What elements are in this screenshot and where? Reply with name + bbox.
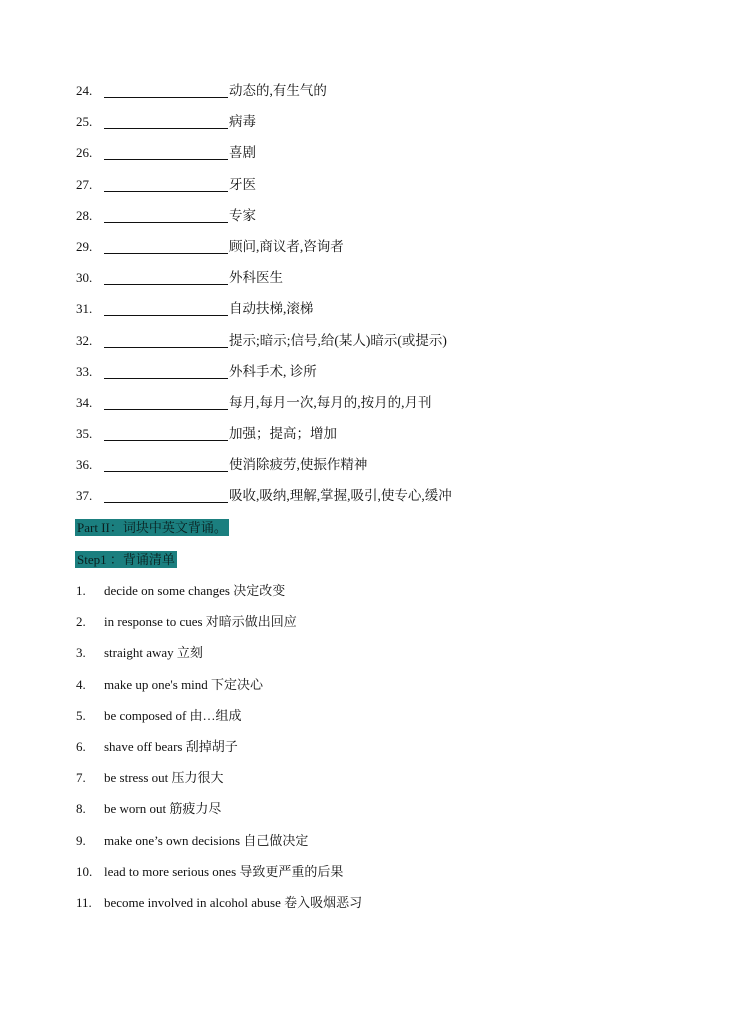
answer-blank <box>104 425 228 441</box>
vocab-item <box>76 425 452 456</box>
item-number: 3. <box>76 645 86 661</box>
phrase-item <box>76 832 362 863</box>
answer-blank <box>104 363 228 379</box>
answer-blank <box>104 456 228 472</box>
phrase-text: be composed of 由…组成 <box>104 707 242 723</box>
phrase-list <box>76 582 362 925</box>
phrase-text: straight away 立刻 <box>104 645 203 661</box>
item-number: 4. <box>76 676 86 692</box>
phrase-item <box>76 644 362 675</box>
answer-blank <box>104 394 228 410</box>
vocab-item <box>76 207 452 238</box>
phrase-item <box>76 613 362 644</box>
item-number: 25. <box>76 114 93 130</box>
item-number: 5. <box>76 707 86 723</box>
vocab-list <box>76 82 452 519</box>
item-number: 28. <box>76 207 93 223</box>
item-number: 8. <box>76 801 86 817</box>
phrase-text: decide on some changes 决定改变 <box>104 583 286 598</box>
item-number: 34. <box>76 394 93 410</box>
item-number: 32. <box>76 332 93 348</box>
phrase-item <box>76 863 362 894</box>
vocab-item <box>76 144 452 175</box>
item-meaning: 喜剧 <box>229 145 256 161</box>
phrase-item <box>76 676 362 707</box>
item-meaning: 顾问,商议者,咨询者 <box>229 238 344 254</box>
item-number: 33. <box>76 363 93 379</box>
answer-blank <box>104 207 228 223</box>
vocab-item <box>76 300 452 331</box>
phrase-text: shave off bears 刮掉胡子 <box>104 738 238 754</box>
vocab-item <box>76 113 452 144</box>
phrase-item <box>76 769 362 800</box>
item-number: 1. <box>76 583 86 598</box>
vocab-item <box>76 456 452 487</box>
phrase-item <box>76 800 362 831</box>
item-number: 7. <box>76 770 86 786</box>
answer-blank <box>104 82 228 98</box>
vocab-item <box>76 238 452 269</box>
vocab-item <box>76 176 452 207</box>
phrase-text: in response to cues 对暗示做出回应 <box>104 614 297 630</box>
item-number: 29. <box>76 238 93 254</box>
phrase-text: be worn out 筋疲力尽 <box>104 801 222 817</box>
item-number: 30. <box>76 270 93 286</box>
phrase-text: be stress out 压力很大 <box>104 770 224 786</box>
item-number: 27. <box>76 176 93 192</box>
item-meaning: 牙医 <box>229 176 256 192</box>
phrase-text: lead to more serious ones 导致更严重的后果 <box>104 863 344 879</box>
answer-blank <box>104 487 228 503</box>
item-meaning: 提示;暗示;信号,给(某人)暗示(或提示) <box>229 332 447 348</box>
item-number: 35. <box>76 426 93 442</box>
phrase-text: make up one's mind 下定决心 <box>104 676 264 692</box>
vocab-item <box>76 363 452 394</box>
answer-blank <box>104 113 228 129</box>
item-meaning: 专家 <box>229 207 256 223</box>
item-number: 37. <box>76 488 93 504</box>
vocab-item <box>76 269 452 300</box>
item-number: 24. <box>76 83 93 98</box>
item-number: 36. <box>76 457 93 473</box>
item-meaning: 外科手术, 诊所 <box>229 363 317 379</box>
item-number: 11. <box>76 894 92 910</box>
answer-blank <box>104 238 228 254</box>
answer-blank <box>104 144 228 160</box>
phrase-item <box>76 707 362 738</box>
vocab-item <box>76 332 452 363</box>
phrase-item <box>76 738 362 769</box>
phrase-item <box>76 894 362 925</box>
item-meaning: 动态的,有生气的 <box>229 83 327 98</box>
item-meaning: 每月,每月一次,每月的,按月的,月刊 <box>229 394 432 410</box>
item-meaning: 病毒 <box>229 114 256 130</box>
vocab-item <box>76 394 452 425</box>
answer-blank <box>104 269 228 285</box>
item-number: 2. <box>76 614 86 630</box>
item-number: 26. <box>76 145 93 161</box>
vocab-item <box>76 82 452 113</box>
answer-blank <box>104 176 228 192</box>
item-number: 10. <box>76 863 93 879</box>
item-number: 6. <box>76 738 86 754</box>
part2-heading: Part II：词块中英文背诵。 <box>77 520 227 535</box>
answer-blank <box>104 332 228 348</box>
phrase-text: become involved in alcohol abuse 卷入吸烟恶习 <box>104 894 363 910</box>
step1-heading: Step1 ：背诵清单 <box>77 552 175 567</box>
item-meaning: 吸收,吸纳,理解,掌握,吸引,使专心,缓冲 <box>229 488 452 504</box>
item-meaning: 加强；提高；增加 <box>229 426 337 442</box>
item-meaning: 外科医生 <box>229 270 283 286</box>
vocab-item <box>76 487 452 518</box>
answer-blank <box>104 300 228 316</box>
phrase-text: make one’s own decisions 自己做决定 <box>104 832 309 848</box>
phrase-item <box>76 582 362 613</box>
item-meaning: 使消除疲劳,使振作精神 <box>229 457 368 473</box>
item-meaning: 自动扶梯,滚梯 <box>229 301 314 317</box>
item-number: 9. <box>76 832 86 848</box>
item-number: 31. <box>76 301 93 317</box>
